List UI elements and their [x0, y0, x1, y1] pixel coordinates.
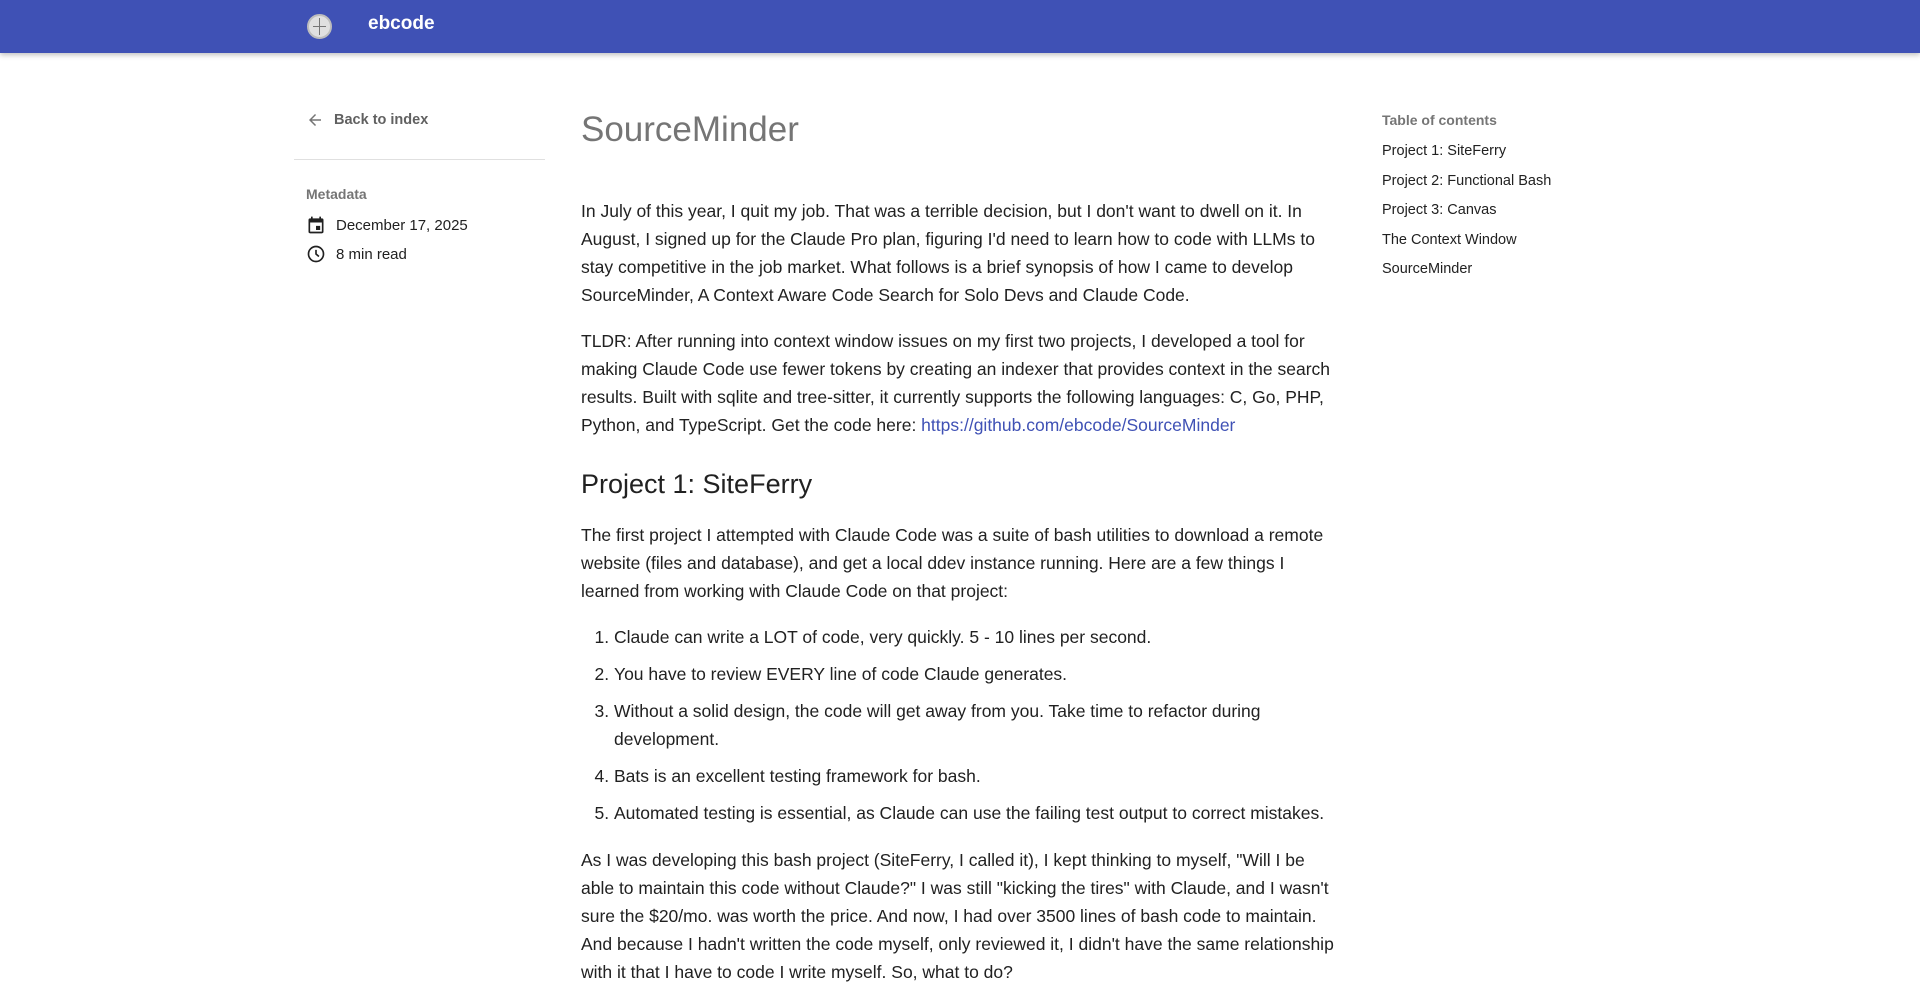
article-title: SourceMinder [581, 110, 799, 149]
toc-item-project-2[interactable]: Project 2: Functional Bash [1382, 172, 1552, 189]
list-item: 2. You have to review EVERY line of code Claude generates. [614, 660, 1336, 688]
github-link[interactable]: https://github.com/ebcode/SourceMinder [921, 415, 1236, 435]
read-time: 8 min read [336, 245, 407, 263]
back-to-index-link[interactable] [306, 111, 428, 129]
sidebar-divider [294, 159, 545, 160]
toc-heading: Table of contents [1382, 112, 1497, 128]
toc-item-sourceminder[interactable]: SourceMinder [1382, 261, 1473, 277]
top-app-bar [0, 0, 1920, 53]
paragraph-project-1: The first project I attempted with Claude Code was a suite of bash utilities to download a remote website (files and database), and get a local ddev instance running. Here are a few things I learned from working with Claude Code on that project: [581, 525, 1324, 601]
article [581, 108, 1336, 1004]
date-row [306, 215, 468, 235]
section-heading-project-1: Project 1: SiteFerry [581, 469, 813, 499]
table-of-contents [1382, 112, 1551, 285]
list-item: 1. Claude can write a LOT of code, very quickly. 5 - 10 lines per second. [614, 623, 1336, 651]
compass-logo-icon[interactable] [307, 14, 332, 39]
read-time-row [306, 244, 407, 264]
toc-item-context-window[interactable]: The Context Window [1382, 231, 1517, 248]
back-to-index-label: Back to index [334, 112, 429, 128]
metadata-heading: Metadata [306, 186, 367, 202]
toc-item-project-1[interactable]: Project 1: SiteFerry [1382, 143, 1507, 159]
clock-icon [306, 244, 326, 264]
list-item: 3. Without a solid design, the code will get away from you. Take time to refactor during development. [614, 697, 1336, 753]
toc-item-project-3[interactable]: Project 3: Canvas [1382, 202, 1497, 218]
list-item: 4. Bats is an excellent testing framework for bash. [614, 762, 1336, 790]
tldr-text: TLDR: After running into context window issues on my first two projects, I developed a tool for making Claude Code use fewer tokens by creating an indexer that provides context in the search results. Built with sqlite and tree-sitter, it currently supports the following languages: C, Go, PHP, Python, and TypeScript. Get the code here: [581, 331, 1331, 435]
site-brand[interactable]: ebcode [368, 13, 435, 34]
publish-date: December 17, 2025 [336, 216, 468, 234]
calendar-icon [306, 215, 326, 235]
list-item: 5. Automated testing is essential, as Claude can use the failing test output to correct mistakes. [614, 799, 1336, 827]
paragraph-siteferry: As I was developing this bash project (SiteFerry, I called it), I kept thinking to myself, "Will I be able to maintain this code without Claude?" I was still "kicking the tires" with Claude, and I wasn't sure the $20/mo. was worth the price. And now, I had over 3500 lines of bash code to maintain. And because I hadn't written the code myself, only reviewed it, I didn't have the same relationship with it that I have to code I write myself. So, what to do? [581, 850, 1334, 982]
paragraph-intro: In July of this year, I quit my job. That was a terrible decision, but I don't want to dwell on it. In August, I signed up for the Claude Pro plan, figuring I'd need to learn how to code with LLMs to stay competitive in the job market. What follows is a brief synopsis of how I came to develop SourceMinder, A Context Aware Code Search for Solo Devs and Claude Code. [581, 201, 1315, 305]
paragraph-tldr [581, 327, 1336, 439]
lessons-list [581, 623, 1336, 827]
arrow-left-icon [306, 111, 324, 129]
